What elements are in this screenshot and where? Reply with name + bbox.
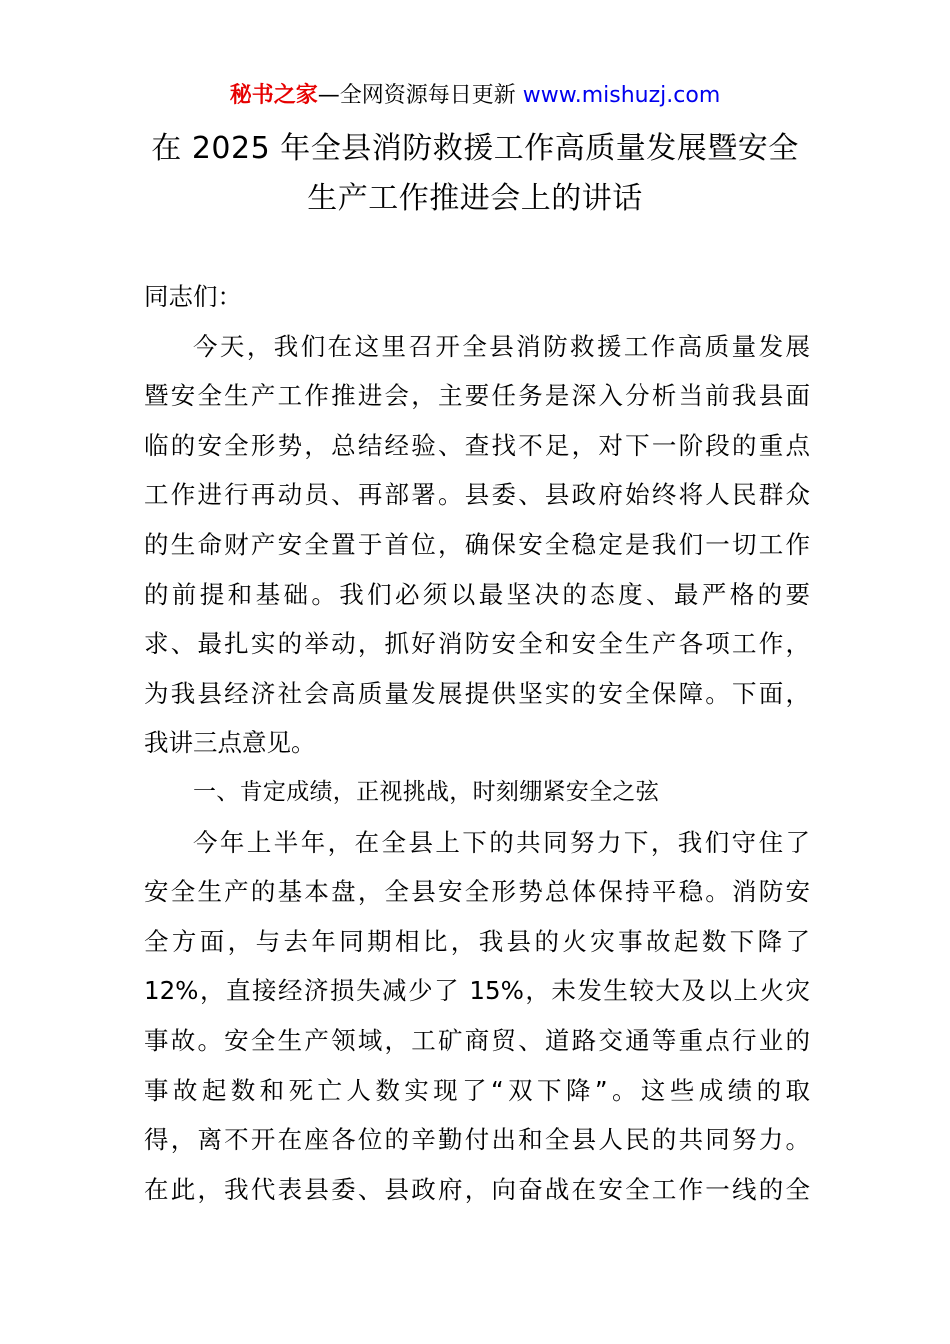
text-line: 工作进行再动员、再部署。县委、县政府始终将人民群众 [144, 480, 810, 510]
header-tagline: —全网资源每日更新 [317, 83, 516, 108]
document-title [100, 124, 850, 224]
text-line: 安全生产的基本盘，全县安全形势总体保持平稳。消防安 [144, 877, 810, 907]
brand-name: 秘书之家 [229, 83, 318, 108]
title-line: 生产工作推进会上的讲话 [307, 181, 643, 216]
text-line: 求、最扎实的举动，抓好消防安全和安全生产各项工作， [144, 629, 810, 659]
text-line: 的前提和基础。我们必须以最坚决的态度、最严格的要 [144, 579, 810, 609]
text-line: 暨安全生产工作推进会，主要任务是深入分析当前我县面 [144, 381, 810, 411]
text-line: 事故起数和死亡人数实现了“双下降”。这些成绩的取 [144, 1075, 810, 1105]
section-heading: 一、肯定成绩，正视挑战，时刻绷紧安全之弦 [193, 778, 659, 805]
title-line: 在 2025 年全县消防救援工作高质量发展暨安全 [151, 131, 799, 166]
site-url[interactable]: www.mishuzj.com [522, 83, 721, 108]
text-line: 今天，我们在这里召开全县消防救援工作高质量发展 [193, 331, 810, 361]
document-body [144, 272, 810, 1214]
text-line: 我讲三点意见。 [144, 728, 316, 758]
text-line: 12%，直接经济损失减少了 15%，未发生较大及以上火灾 [144, 976, 810, 1006]
text-line: 事故。安全生产领域，工矿商贸、道路交通等重点行业的 [144, 1025, 810, 1055]
salutation: 同志们： [144, 282, 242, 311]
site-header [0, 80, 950, 112]
text-line: 为我县经济社会高质量发展提供坚实的安全保障。下面， [144, 678, 810, 708]
text-line: 临的安全形势，总结经验、查找不足，对下一阶段的重点 [144, 430, 810, 460]
text-line: 得，离不开在座各位的辛勤付出和全县人民的共同努力。 [144, 1125, 810, 1155]
text-line: 的生命财产安全置于首位，确保安全稳定是我们一切工作 [144, 529, 810, 559]
text-line: 在此，我代表县委、县政府，向奋战在安全工作一线的全 [144, 1174, 810, 1204]
paragraph-2 [144, 818, 810, 1215]
text-line: 今年上半年，在全县上下的共同努力下，我们守住了 [193, 827, 810, 857]
text-line: 全方面，与去年同期相比，我县的火灾事故起数下降了 [144, 926, 810, 956]
paragraph-1 [144, 322, 810, 768]
